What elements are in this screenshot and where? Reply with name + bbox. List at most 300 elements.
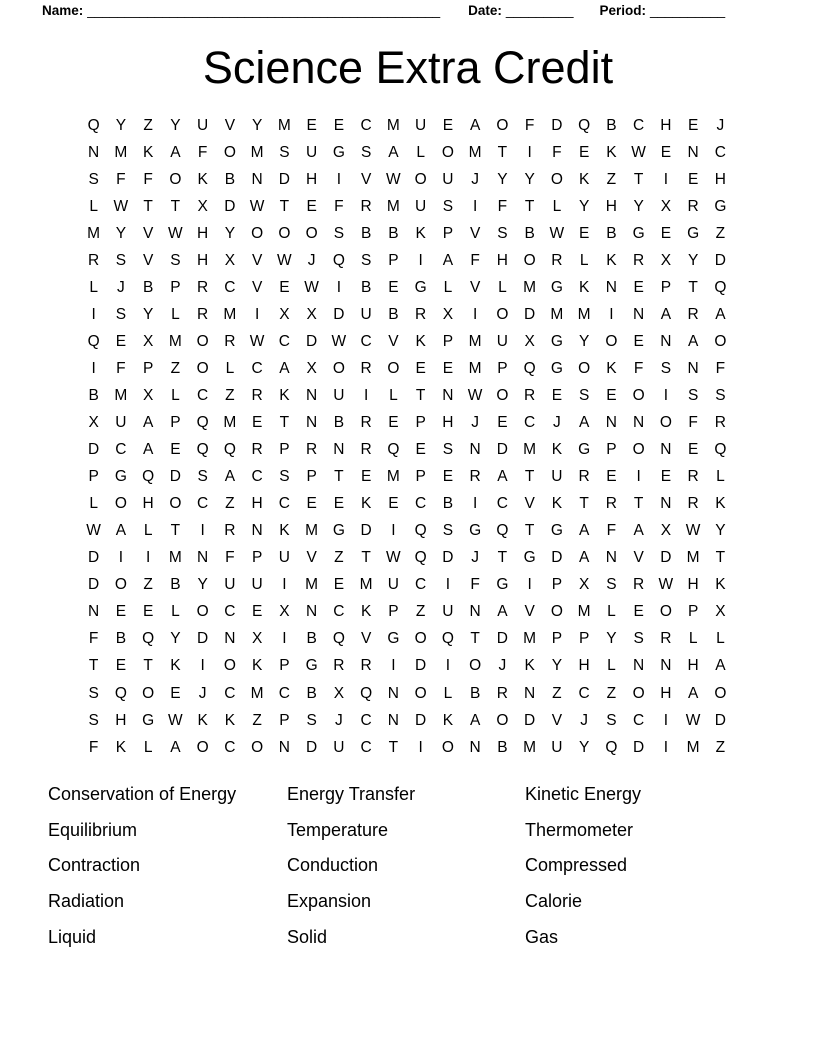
grid-cell: E bbox=[660, 468, 672, 486]
grid-cell: E bbox=[306, 116, 317, 134]
word-bank-item: Expansion bbox=[287, 890, 372, 911]
grid-cell: O bbox=[414, 684, 427, 702]
grid-cell: F bbox=[225, 549, 235, 567]
grid-cell: D bbox=[714, 251, 726, 269]
grid-cell: B bbox=[306, 684, 317, 702]
grid-cell: E bbox=[115, 603, 127, 621]
grid-cell: B bbox=[497, 738, 508, 756]
grid-cell: Y bbox=[715, 522, 726, 540]
grid-cell: N bbox=[306, 603, 318, 621]
grid-cell: T bbox=[633, 495, 644, 513]
grid-cell: V bbox=[360, 170, 372, 188]
grid-cell: A bbox=[578, 414, 590, 432]
grid-cell: O bbox=[387, 359, 400, 377]
grid-cell: J bbox=[498, 657, 507, 675]
grid-cell: T bbox=[143, 657, 153, 675]
grid-cell: C bbox=[633, 116, 645, 134]
grid-cell: S bbox=[660, 359, 672, 377]
grid-cell: M bbox=[523, 738, 537, 756]
grid-cell: Z bbox=[606, 684, 617, 702]
grid-cell: N bbox=[333, 441, 345, 459]
grid-cell: U bbox=[278, 549, 290, 567]
grid-cell: O bbox=[578, 359, 591, 377]
grid-cell: K bbox=[578, 170, 590, 188]
grid-cell: V bbox=[224, 116, 236, 134]
grid-cell: E bbox=[578, 143, 590, 161]
grid-cell: G bbox=[387, 630, 400, 648]
grid-cell: S bbox=[306, 711, 317, 729]
grid-cell: U bbox=[442, 603, 454, 621]
grid-cell: G bbox=[550, 278, 563, 296]
grid-cell: N bbox=[251, 522, 263, 540]
grid-cell: T bbox=[279, 197, 290, 215]
grid-cell: B bbox=[606, 224, 617, 242]
grid-cell: C bbox=[360, 332, 372, 350]
grid-cell: D bbox=[496, 441, 508, 459]
grid-cell: E bbox=[415, 441, 426, 459]
letter-grid bbox=[80, 112, 816, 761]
grid-cell: L bbox=[579, 251, 589, 269]
grid-cell: Y bbox=[606, 630, 617, 648]
grid-cell: S bbox=[606, 711, 617, 729]
grid-cell: N bbox=[278, 738, 290, 756]
grid-cell: A bbox=[469, 711, 481, 729]
grid-cell: Q bbox=[414, 522, 427, 540]
grid-cell: H bbox=[442, 414, 454, 432]
grid-cell: W bbox=[168, 224, 183, 242]
word-bank-item: Thermometer bbox=[525, 819, 634, 840]
grid-cell: O bbox=[169, 495, 182, 513]
grid-cell: X bbox=[142, 386, 154, 404]
grid-cell: D bbox=[415, 711, 427, 729]
grid-cell: G bbox=[332, 143, 345, 161]
grid-cell: Y bbox=[551, 657, 563, 675]
grid-cell: V bbox=[469, 224, 481, 242]
grid-cell: E bbox=[333, 116, 345, 134]
grid-cell: M bbox=[468, 143, 482, 161]
grid-cell: V bbox=[633, 549, 644, 567]
grid-cell: O bbox=[223, 143, 236, 161]
grid-cell: M bbox=[550, 305, 564, 323]
grid-cell: N bbox=[469, 738, 481, 756]
grid-cell: N bbox=[660, 332, 672, 350]
grid-cell: L bbox=[716, 468, 725, 486]
grid-cell: C bbox=[278, 495, 290, 513]
grid-cell: K bbox=[606, 359, 617, 377]
grid-cell: Q bbox=[142, 468, 155, 486]
grid-cell: L bbox=[171, 603, 180, 621]
grid-cell: M bbox=[577, 603, 591, 621]
grid-cell: N bbox=[387, 684, 399, 702]
grid-cell: C bbox=[333, 603, 345, 621]
grid-cell: C bbox=[224, 738, 236, 756]
grid-cell: X bbox=[224, 251, 236, 269]
grid-cell: C bbox=[224, 684, 236, 702]
grid-cell: R bbox=[197, 305, 209, 323]
grid-cell: X bbox=[279, 305, 290, 323]
grid-cell: E bbox=[442, 468, 454, 486]
grid-cell: Q bbox=[196, 414, 209, 432]
grid-cell: D bbox=[496, 630, 508, 648]
word-bank-item: Conduction bbox=[287, 855, 379, 876]
grid-cell: Z bbox=[170, 359, 181, 377]
grid-cell: R bbox=[251, 386, 263, 404]
grid-cell: P bbox=[170, 278, 181, 296]
grid-cell: Q bbox=[360, 684, 373, 702]
grid-cell: Y bbox=[578, 197, 590, 215]
grid-cell: F bbox=[88, 630, 99, 648]
grid-cell: E bbox=[578, 224, 590, 242]
grid-cell: P bbox=[415, 414, 426, 432]
grid-cell: N bbox=[88, 143, 100, 161]
grid-cell: P bbox=[497, 359, 508, 377]
grid-cell: O bbox=[496, 116, 509, 134]
grid-cell: B bbox=[333, 414, 345, 432]
grid-cell: Q bbox=[87, 332, 100, 350]
grid-cell: U bbox=[415, 197, 427, 215]
grid-cell: I bbox=[254, 305, 260, 323]
grid-cell: X bbox=[197, 197, 208, 215]
grid-cell: M bbox=[686, 549, 700, 567]
grid-cell: K bbox=[279, 522, 290, 540]
grid-cell: M bbox=[223, 414, 237, 432]
grid-cell: N bbox=[660, 441, 672, 459]
grid-cell: M bbox=[577, 305, 591, 323]
grid-cell: R bbox=[360, 657, 372, 675]
grid-cell: R bbox=[360, 441, 372, 459]
grid-cell: O bbox=[251, 224, 264, 242]
grid-cell: U bbox=[360, 305, 372, 323]
grid-cell: D bbox=[360, 522, 372, 540]
grid-cell: R bbox=[306, 441, 318, 459]
grid-cell: U bbox=[306, 143, 318, 161]
grid-cell: G bbox=[632, 224, 645, 242]
grid-cell: Z bbox=[252, 711, 262, 729]
grid-cell: I bbox=[391, 657, 396, 675]
grid-cell: P bbox=[388, 603, 399, 621]
grid-cell: M bbox=[386, 197, 400, 215]
grid-cell: E bbox=[606, 468, 617, 486]
grid-cell: Q bbox=[523, 359, 536, 377]
grid-cell: L bbox=[171, 305, 180, 323]
grid-cell: G bbox=[687, 224, 700, 242]
grid-cell: N bbox=[469, 603, 481, 621]
grid-cell: P bbox=[606, 441, 617, 459]
grid-cell: O bbox=[605, 332, 618, 350]
word-bank-item: Conservation of Energy bbox=[48, 784, 237, 805]
grid-cell: R bbox=[660, 630, 672, 648]
grid-cell: E bbox=[142, 603, 154, 621]
grid-cell: E bbox=[687, 116, 699, 134]
grid-cell: Y bbox=[170, 630, 181, 648]
grid-cell: U bbox=[224, 576, 236, 594]
grid-cell: S bbox=[88, 711, 99, 729]
word-bank-item: Kinetic Energy bbox=[525, 784, 642, 805]
grid-cell: O bbox=[659, 603, 672, 621]
grid-cell: K bbox=[197, 711, 208, 729]
grid-cell: T bbox=[88, 657, 99, 675]
grid-cell: F bbox=[116, 359, 126, 377]
grid-cell: P bbox=[415, 468, 426, 486]
grid-cell: M bbox=[250, 684, 264, 702]
grid-cell: E bbox=[115, 657, 127, 675]
grid-cell: L bbox=[89, 197, 98, 215]
grid-cell: F bbox=[470, 576, 480, 594]
grid-cell: Q bbox=[87, 116, 100, 134]
grid-cell: G bbox=[578, 441, 591, 459]
grid-cell: Z bbox=[415, 603, 426, 621]
grid-cell: I bbox=[418, 251, 423, 269]
grid-cell: U bbox=[197, 116, 209, 134]
grid-cell: U bbox=[551, 738, 563, 756]
grid-cell: E bbox=[442, 116, 454, 134]
grid-cell: S bbox=[333, 224, 345, 242]
grid-cell: M bbox=[250, 143, 264, 161]
grid-cell: T bbox=[497, 143, 508, 161]
grid-cell: X bbox=[524, 332, 535, 350]
grid-cell: O bbox=[414, 630, 427, 648]
grid-cell: C bbox=[633, 711, 645, 729]
grid-cell: P bbox=[578, 630, 590, 648]
grid-cell: S bbox=[170, 251, 181, 269]
grid-cell: G bbox=[114, 468, 127, 486]
grid-cell: W bbox=[386, 549, 401, 567]
grid-cell: H bbox=[251, 495, 263, 513]
grid-cell: Y bbox=[578, 738, 590, 756]
grid-cell: R bbox=[687, 197, 699, 215]
grid-cell: P bbox=[687, 603, 699, 621]
grid-cell: Q bbox=[441, 630, 454, 648]
grid-cell: U bbox=[115, 414, 127, 432]
grid-cell: D bbox=[169, 468, 181, 486]
grid-cell: A bbox=[142, 414, 154, 432]
grid-cell: I bbox=[118, 549, 124, 567]
word-bank-item: Radiation bbox=[48, 890, 125, 911]
grid-cell: Y bbox=[170, 116, 181, 134]
grid-cell: K bbox=[606, 251, 617, 269]
grid-cell: C bbox=[360, 711, 372, 729]
grid-cell: X bbox=[279, 603, 290, 621]
grid-cell: H bbox=[197, 251, 209, 269]
grid-cell: S bbox=[360, 251, 372, 269]
grid-cell: D bbox=[442, 549, 454, 567]
grid-cell: M bbox=[359, 576, 373, 594]
grid-cell: H bbox=[496, 251, 508, 269]
grid-cell: I bbox=[609, 305, 614, 323]
grid-cell: W bbox=[386, 170, 401, 188]
word-bank-item: Energy Transfer bbox=[287, 784, 416, 805]
grid-cell: J bbox=[471, 170, 479, 188]
grid-cell: O bbox=[114, 495, 127, 513]
grid-cell: M bbox=[523, 278, 537, 296]
grid-cell: Y bbox=[224, 224, 236, 242]
grid-cell: I bbox=[445, 657, 451, 675]
grid-cell: F bbox=[715, 359, 726, 377]
grid-cell: T bbox=[279, 414, 290, 432]
grid-cell: S bbox=[633, 630, 644, 648]
grid-cell: O bbox=[523, 251, 536, 269]
grid-cell: A bbox=[279, 359, 290, 377]
grid-cell: G bbox=[305, 657, 318, 675]
grid-cell: P bbox=[88, 468, 99, 486]
word-bank-column bbox=[287, 777, 525, 955]
grid-cell: E bbox=[333, 495, 345, 513]
grid-cell: C bbox=[714, 143, 726, 161]
grid-cell: W bbox=[331, 332, 347, 350]
grid-cell: E bbox=[687, 441, 699, 459]
grid-cell: V bbox=[142, 224, 154, 242]
grid-cell: A bbox=[442, 251, 454, 269]
grid-cell: S bbox=[88, 684, 99, 702]
grid-cell: F bbox=[88, 738, 99, 756]
grid-cell: V bbox=[360, 630, 372, 648]
grid-cell: A bbox=[224, 468, 236, 486]
grid-cell: T bbox=[388, 738, 399, 756]
grid-cell: K bbox=[415, 332, 426, 350]
grid-cell: V bbox=[251, 278, 263, 296]
grid-cell: K bbox=[224, 711, 236, 729]
grid-cell: A bbox=[578, 549, 590, 567]
grid-cell: T bbox=[170, 522, 181, 540]
grid-cell: N bbox=[633, 657, 645, 675]
grid-cell: T bbox=[524, 522, 535, 540]
grid-cell: M bbox=[277, 116, 291, 134]
grid-cell: T bbox=[361, 549, 371, 567]
grid-cell: K bbox=[170, 657, 181, 675]
grid-cell: M bbox=[87, 224, 101, 242]
grid-cell: Y bbox=[115, 224, 127, 242]
grid-cell: O bbox=[196, 359, 209, 377]
grid-cell: I bbox=[445, 576, 451, 594]
grid-cell: M bbox=[523, 630, 537, 648]
grid-cell: Q bbox=[387, 441, 400, 459]
grid-cell: W bbox=[549, 224, 565, 242]
grid-cell: S bbox=[578, 386, 590, 404]
grid-cell: C bbox=[415, 495, 427, 513]
word-bank-item: Compressed bbox=[525, 855, 628, 876]
grid-cell: Y bbox=[115, 116, 127, 134]
grid-cell: D bbox=[633, 738, 645, 756]
grid-cell: K bbox=[442, 711, 454, 729]
grid-cell: F bbox=[497, 197, 508, 215]
grid-cell: H bbox=[306, 170, 318, 188]
grid-cell: M bbox=[386, 468, 400, 486]
grid-cell: O bbox=[714, 684, 727, 702]
grid-cell: E bbox=[251, 414, 263, 432]
grid-cell: B bbox=[115, 630, 127, 648]
grid-cell: J bbox=[471, 414, 479, 432]
grid-cell: Q bbox=[414, 549, 427, 567]
grid-cell: Q bbox=[223, 441, 236, 459]
grid-cell: T bbox=[524, 468, 535, 486]
grid-cell: O bbox=[496, 386, 509, 404]
grid-cell: C bbox=[224, 278, 236, 296]
date-blank-line: _________ bbox=[505, 3, 574, 18]
grid-cell: O bbox=[196, 603, 209, 621]
grid-cell: Y bbox=[497, 170, 508, 188]
grid-cell: Z bbox=[143, 116, 153, 134]
grid-cell: O bbox=[632, 386, 645, 404]
grid-cell: E bbox=[687, 170, 699, 188]
grid-cell: R bbox=[605, 495, 617, 513]
grid-cell: O bbox=[223, 657, 236, 675]
period-label: Period: bbox=[599, 3, 647, 18]
grid-cell: I bbox=[472, 495, 478, 513]
grid-cell: F bbox=[688, 414, 698, 432]
grid-cell: D bbox=[88, 441, 100, 459]
grid-cell: V bbox=[524, 603, 535, 621]
grid-cell: H bbox=[142, 495, 154, 513]
grid-cell: N bbox=[524, 684, 536, 702]
grid-cell: Z bbox=[225, 495, 235, 513]
grid-cell: Q bbox=[714, 278, 727, 296]
grid-cell: N bbox=[605, 278, 617, 296]
grid-cell: O bbox=[114, 576, 127, 594]
grid-cell: K bbox=[551, 441, 563, 459]
grid-cell: Q bbox=[605, 738, 618, 756]
word-bank-item: Solid bbox=[287, 926, 328, 947]
grid-cell: X bbox=[251, 630, 263, 648]
grid-cell: E bbox=[633, 332, 644, 350]
grid-cell: O bbox=[332, 359, 345, 377]
grid-cell: K bbox=[197, 170, 208, 188]
grid-cell: W bbox=[86, 522, 101, 540]
grid-cell: R bbox=[633, 576, 645, 594]
grid-cell: S bbox=[279, 143, 290, 161]
grid-cell: A bbox=[715, 657, 726, 675]
grid-cell: S bbox=[606, 576, 617, 594]
grid-cell: T bbox=[579, 495, 589, 513]
grid-cell: I bbox=[663, 711, 669, 729]
grid-cell: W bbox=[168, 711, 183, 729]
grid-cell: O bbox=[632, 441, 645, 459]
grid-cell: E bbox=[279, 278, 290, 296]
grid-cell: T bbox=[143, 197, 153, 215]
grid-cell: I bbox=[200, 657, 205, 675]
grid-cell: I bbox=[663, 738, 669, 756]
grid-cell: I bbox=[527, 576, 532, 594]
grid-cell: N bbox=[469, 441, 481, 459]
grid-cell: I bbox=[91, 359, 96, 377]
grid-cell: M bbox=[305, 522, 319, 540]
grid-cell: B bbox=[360, 278, 372, 296]
grid-cell: C bbox=[524, 414, 536, 432]
grid-cell: O bbox=[251, 738, 264, 756]
grid-cell: V bbox=[142, 251, 154, 269]
grid-cell: L bbox=[607, 657, 616, 675]
grid-cell: A bbox=[660, 305, 672, 323]
grid-cell: L bbox=[443, 684, 453, 702]
grid-cell: D bbox=[278, 170, 290, 188]
grid-cell: V bbox=[306, 549, 317, 567]
grid-cell: H bbox=[660, 684, 672, 702]
grid-cell: C bbox=[115, 441, 127, 459]
grid-cell: P bbox=[442, 332, 454, 350]
grid-cell: Z bbox=[552, 684, 562, 702]
grid-cell: P bbox=[279, 711, 290, 729]
grid-cell: T bbox=[497, 549, 508, 567]
grid-cell: D bbox=[306, 738, 318, 756]
grid-cell: R bbox=[415, 305, 427, 323]
grid-cell: P bbox=[279, 441, 290, 459]
grid-cell: Q bbox=[142, 630, 155, 648]
grid-cell: A bbox=[469, 116, 481, 134]
grid-cell: I bbox=[663, 386, 669, 404]
grid-cell: I bbox=[418, 738, 423, 756]
grid-cell: W bbox=[467, 386, 483, 404]
grid-cell: R bbox=[224, 522, 236, 540]
grid-cell: R bbox=[251, 441, 263, 459]
